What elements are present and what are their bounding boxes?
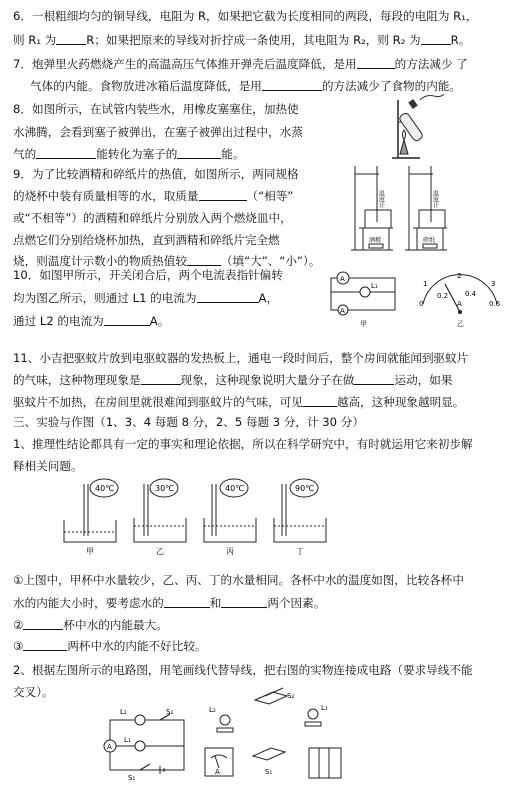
q6-line2: 则 R₁ 为 R；如果把原来的导线对折拧成一条使用，其电阻为 R₂，则 R₂ 为 R。	[13, 33, 471, 47]
q11-line3: 驱蚊片不加热，在房间里就很难闻到驱蚊片的气味，可见 越高，这种现象越明显。	[13, 395, 465, 409]
beakers-figure	[60, 476, 340, 556]
dial-tick: 2	[457, 272, 462, 280]
q6-line1: 6．一根粗细均匀的铜导线，电阻为 R，如果把它截为长度相同的两段，每段的电阻为 R₁，	[13, 9, 478, 23]
answer-blank[interactable]	[221, 596, 267, 608]
circuit-diagram	[100, 702, 195, 782]
figure-caption: 乙	[457, 320, 464, 328]
s1-line2: 水的内能大小时，要考虑水的 和 两个因素。	[13, 596, 326, 610]
fig-label-paper: 碎纸	[423, 237, 436, 244]
q9-line2: 的烧杯中装有质量相等的水，取质量 （“相等”	[13, 189, 294, 203]
answer-blank[interactable]	[354, 373, 394, 385]
beaker-label: 乙	[156, 547, 164, 556]
fuel-heat-value-figure	[343, 160, 463, 255]
dial-unit: A	[457, 300, 462, 308]
lamp-label: L₂	[209, 706, 216, 714]
switch-label: S₁	[265, 768, 273, 776]
circuit-figure-jia	[325, 270, 405, 330]
q10-line2: 均为图乙所示，则通过 L1 的电流为 A，	[13, 291, 279, 305]
s1-line1: ①上图中，甲杯中水量较少，乙、丙、丁的水量相同。各杯中水的温度如图，比较各杯中	[13, 573, 464, 587]
switch-label: S₂	[166, 708, 174, 716]
ammeter-label: A	[340, 307, 345, 315]
lamp-label: L₂	[120, 708, 127, 716]
answer-blank[interactable]	[23, 639, 67, 651]
beaker-label: 甲	[86, 547, 94, 556]
fig-label-thermometer: 温度计	[431, 190, 439, 208]
answer-blank[interactable]	[262, 79, 322, 91]
dial-tick: 0.6	[489, 300, 501, 308]
s2-line: ② 杯中水的内能最大。	[13, 618, 168, 632]
beaker-temp: 90℃	[295, 484, 315, 493]
switch-label: S₁	[128, 774, 136, 782]
s3-line: ③ 两杯中水的内能不好比较。	[13, 639, 207, 653]
q7-line1: 7．炮弹里火药燃烧产生的高温高压气体推开弹壳后温度降低，是用 的方法减少 了	[13, 57, 468, 71]
lamp-label: L₁	[371, 282, 378, 290]
q8-line3: 气的 能转化为塞子的 能。	[13, 147, 245, 161]
fig-label-alcohol: 酒精	[369, 237, 382, 244]
figure-caption: 甲	[360, 320, 367, 328]
answer-blank[interactable]	[164, 596, 210, 608]
dial-tick: 0	[419, 300, 424, 308]
q9-line5: 烧，则温度计示数小的物质热值较 （填“大”、“小”）。	[13, 254, 321, 268]
answer-blank[interactable]	[23, 618, 63, 630]
ammeter-dial-figure-yi	[415, 270, 505, 330]
p1-line1: 1、推理性结论都具有一定的事实和理论依据，所以在科学研究中，有时就运用它来初步解	[13, 437, 473, 451]
q8-line2: 水沸腾，会看到塞子被弹出，在塞子被弹出过程中，水蒸	[13, 125, 303, 139]
answer-blank[interactable]	[177, 147, 221, 159]
q10-line1: 10．如图甲所示，开关闭合后，两个电流表指针偏转	[13, 268, 283, 282]
answer-blank[interactable]	[357, 57, 395, 69]
beaker-label: 丁	[296, 547, 304, 556]
beaker-temp: 40℃	[225, 484, 245, 493]
answer-blank[interactable]	[141, 373, 181, 385]
q9-line1: 9．为了比较酒精和碎纸片的热值，如图所示，两同规格	[13, 167, 299, 181]
answer-blank[interactable]	[197, 291, 259, 303]
lamp-label: L₁	[321, 704, 328, 712]
p2-line1: 2、根据左图所示的电路图，用笔画线代替导线，把右图的实物连接成电路（要求导线不能	[13, 663, 473, 677]
dial-tick: 0.2	[437, 292, 449, 300]
q10-line3: 通过 L2 的电流为 A。	[13, 314, 170, 328]
fig-label-thermometer: 温度计	[377, 190, 385, 208]
switch-label: S₂	[287, 692, 295, 700]
ammeter-label: A	[107, 743, 112, 751]
dial-tick: 1	[423, 280, 428, 288]
components-figure	[195, 682, 375, 792]
beaker-temp: 30℃	[155, 484, 175, 493]
section-title: 三、实验与作图（1、3、4 每题 8 分，2、5 每题 3 分，计 30 分）	[13, 415, 364, 429]
p1-line2: 释相关问题。	[13, 459, 83, 473]
q8-line1: 8．如图所示，在试管内装些水，用橡皮塞塞住，加热使	[13, 102, 299, 116]
answer-blank[interactable]	[199, 189, 247, 201]
q9-line4: 点燃它们分别给烧杯加热，直到酒精和碎纸片完全燃	[13, 233, 280, 247]
q9-line3: 或“不相等”）的酒精和碎纸片分别放入两个燃烧皿中，	[13, 211, 292, 225]
beaker-temp: 40℃	[95, 484, 115, 493]
lamp-label: L₁	[124, 736, 131, 744]
q7-line2: 气体的内能。食物放进冰箱后温度降低，是用 的方法减少了食物的内能。	[30, 79, 462, 93]
q11-line1: 11、小吉把驱蚊片放到电驱蚊器的发热板上，通电一段时间后，整个房间就能闻到驱蚊片	[13, 351, 469, 365]
test-tube-figure	[380, 92, 450, 164]
answer-blank[interactable]	[187, 254, 221, 266]
answer-blank[interactable]	[36, 147, 96, 159]
beaker-label: 丙	[226, 547, 234, 556]
ammeter-label: A	[215, 768, 220, 776]
p2-line2: 交叉）。	[13, 685, 54, 699]
answer-blank[interactable]	[104, 314, 150, 326]
answer-blank[interactable]	[421, 33, 451, 45]
q11-line2: 的气味，这种物理现象是 现象，这种现象说明大量分子在做 运动，如果	[13, 373, 453, 387]
dial-tick: 3	[491, 280, 496, 288]
dial-tick: 0.4	[465, 290, 477, 298]
answer-blank[interactable]	[303, 395, 337, 407]
answer-blank[interactable]	[56, 33, 86, 45]
ammeter-label: A	[340, 275, 345, 283]
